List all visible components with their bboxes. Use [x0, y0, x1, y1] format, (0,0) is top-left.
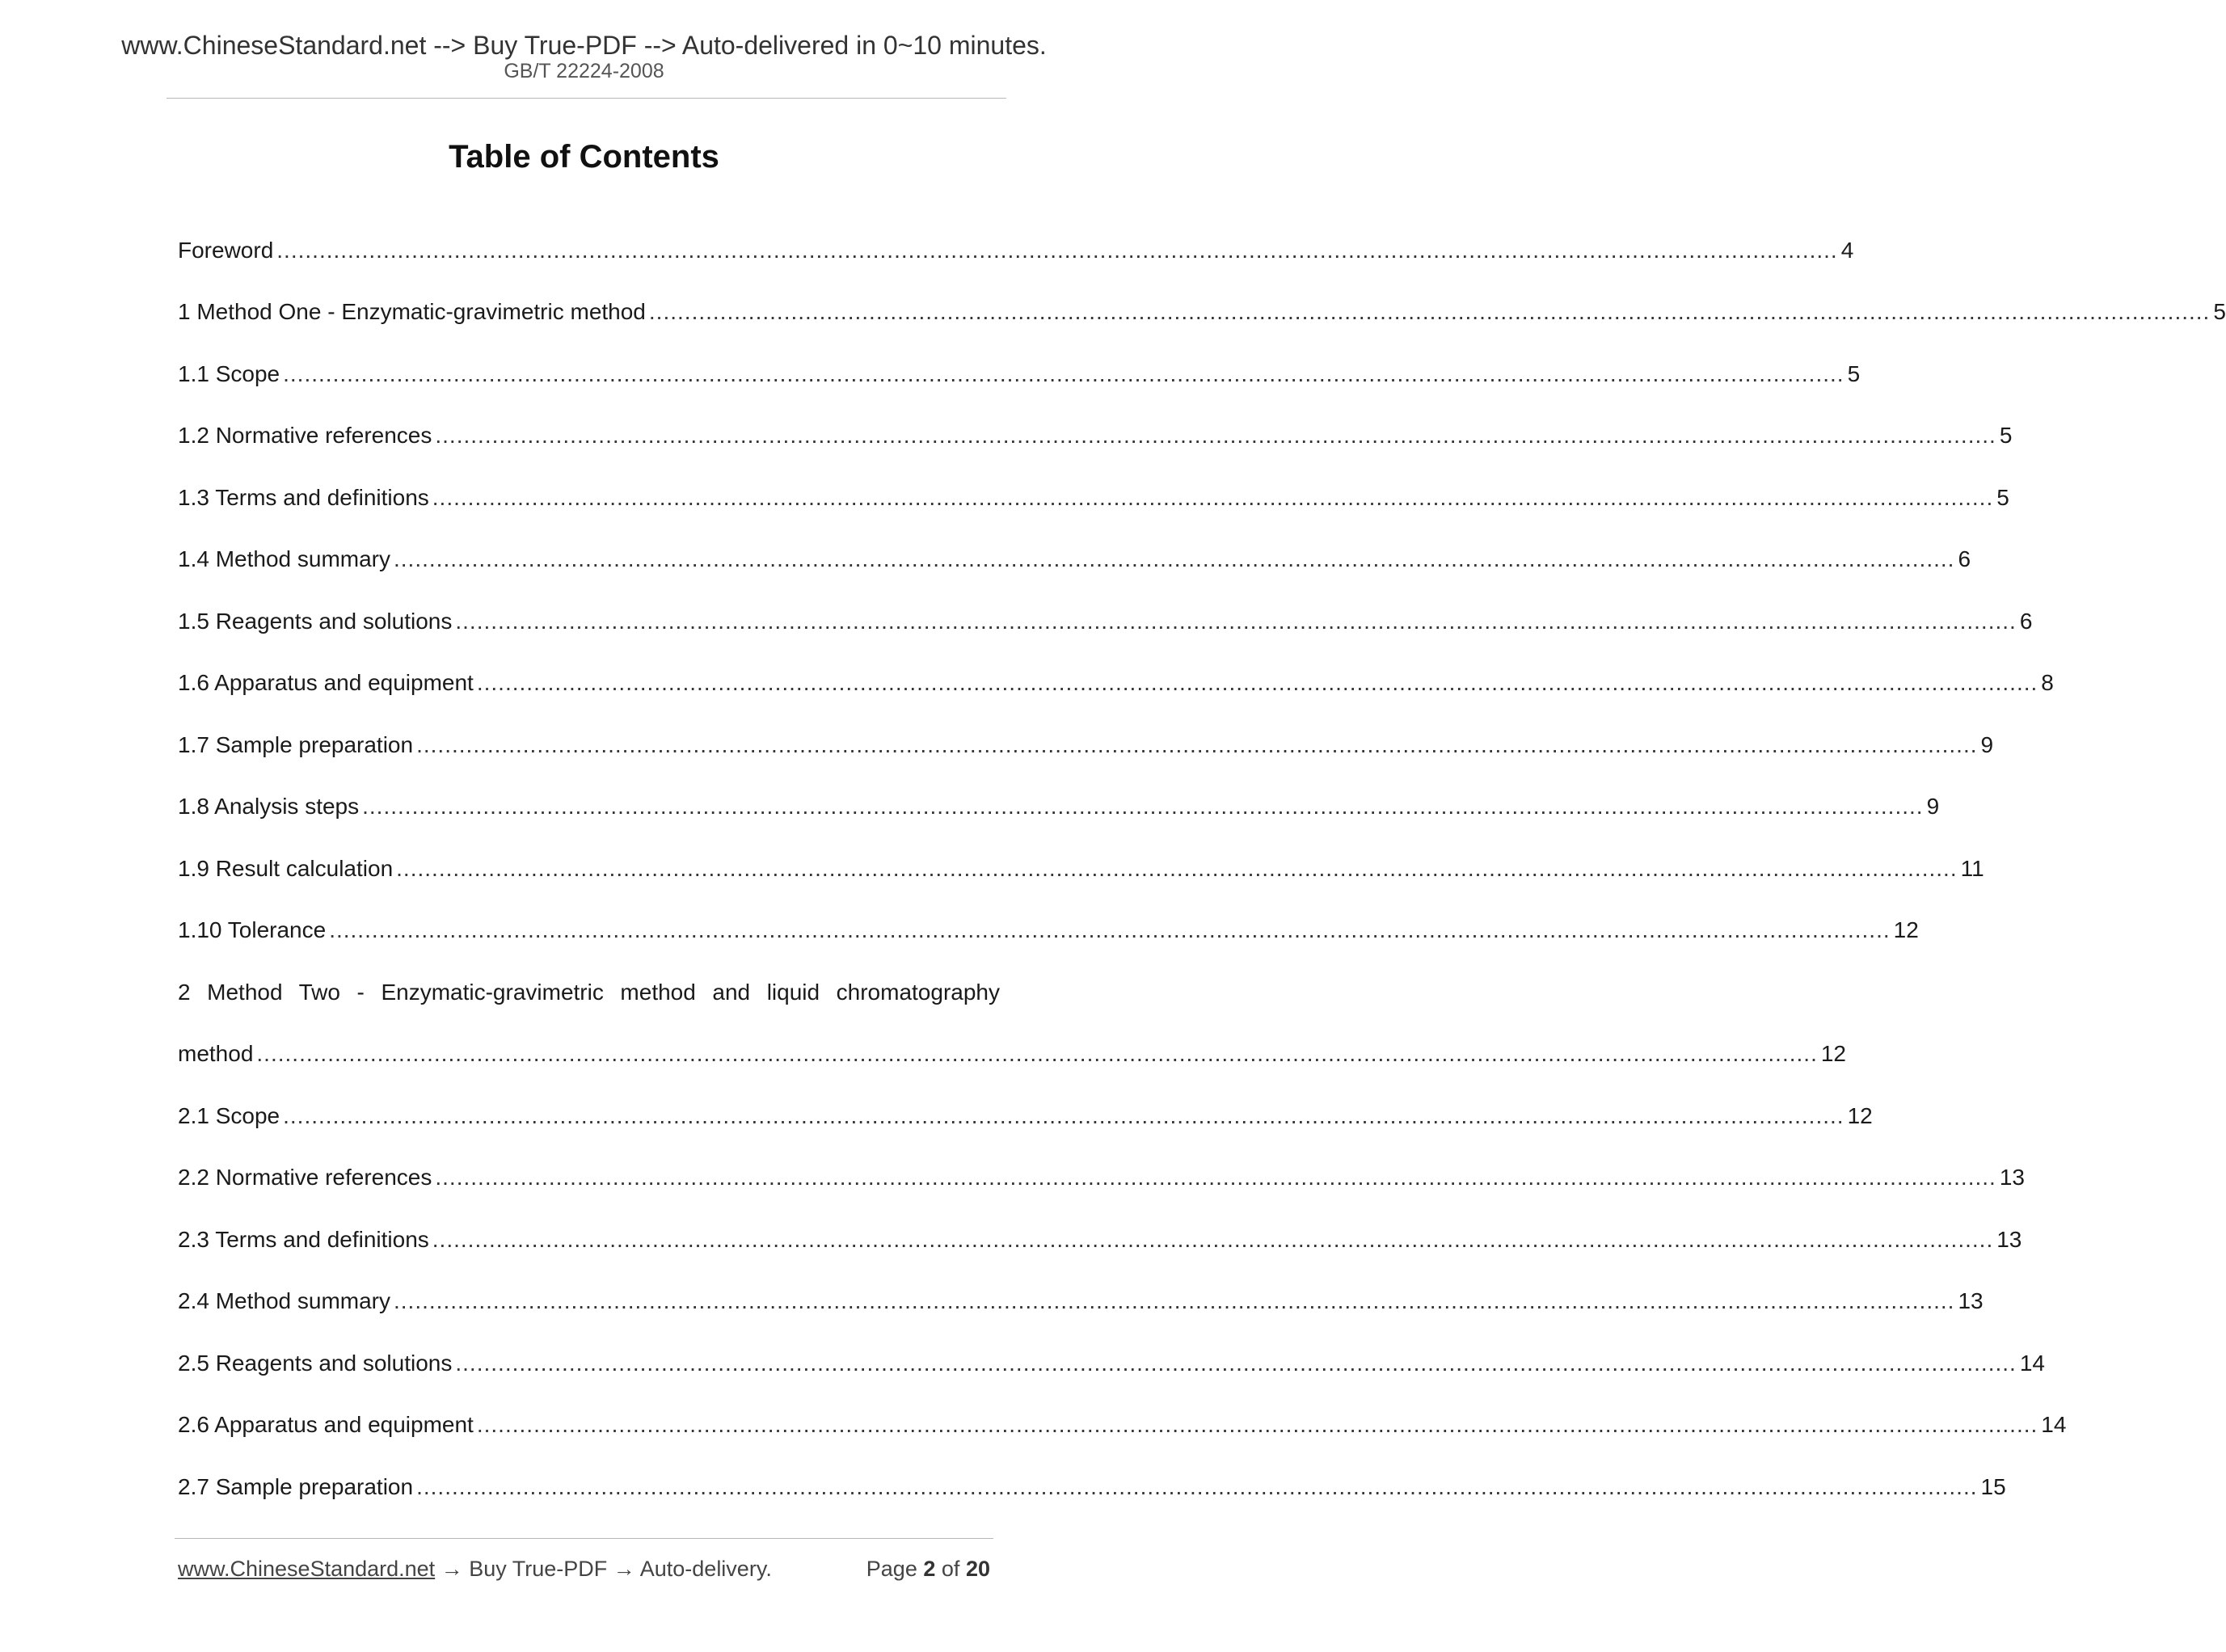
toc-entry-2-3[interactable]	[178, 1224, 2022, 1256]
footer-promo-text: → Buy True-PDF → Auto-delivery.	[435, 1557, 772, 1581]
toc-entry-text: 2.2 Normative references	[178, 1165, 432, 1190]
toc-entry-1-1[interactable]	[178, 358, 1861, 390]
page-label: Page	[866, 1557, 917, 1581]
toc-entry-page: 14	[2041, 1412, 2067, 1437]
toc-entry-text: 1.8 Analysis steps	[178, 794, 360, 819]
toc-entry-1-9[interactable]	[178, 853, 1984, 885]
toc-entry-text: 1.3 Terms and definitions	[178, 485, 429, 510]
toc-entry-page: 11	[1960, 856, 1984, 881]
toc-entry-text: 2.6 Apparatus and equipment	[178, 1412, 474, 1437]
toc-entry-text: 2.3 Terms and definitions	[178, 1227, 429, 1252]
toc-title: Table of Contents	[449, 139, 719, 175]
toc-entry-2-7[interactable]	[178, 1471, 2006, 1503]
toc-entry-page: 12	[1893, 917, 1919, 942]
toc-dot-leader: ............................................................................................................................................................................................................................	[455, 609, 2017, 634]
toc-entry-page: 8	[2041, 670, 2054, 695]
toc-dot-leader: ............................................................................................................................................................................................................................	[435, 423, 1996, 448]
toc-entry-1-2[interactable]	[178, 419, 2013, 452]
toc-entry-text: 2.5 Reagents and solutions	[178, 1351, 453, 1376]
toc-entry-text: 1.9 Result calculation	[178, 856, 394, 881]
footer-promo	[178, 1555, 772, 1582]
toc-entry-text: 1.1 Scope	[178, 361, 280, 386]
toc-entry-2-1[interactable]	[178, 1100, 1873, 1132]
toc-entry-text: 1.7 Sample preparation	[178, 732, 414, 757]
toc-entry-page: 13	[1996, 1227, 2022, 1252]
toc-entry-text: 1.2 Normative references	[178, 423, 432, 448]
toc-entry-page: 5	[1996, 485, 2009, 510]
page-indicator	[866, 1555, 990, 1582]
toc-dot-leader: ............................................................................................................................................................................................................................	[455, 1351, 2017, 1376]
toc-entry-1-5[interactable]	[178, 605, 2033, 638]
toc-dot-leader: ............................................................................................................................................................................................................................	[432, 1227, 1994, 1252]
toc-entry-text: 1.5 Reagents and solutions	[178, 609, 453, 634]
toc-dot-leader: ............................................................................................................................................................................................................................	[276, 238, 1838, 263]
footer-divider	[175, 1538, 993, 1539]
toc-entry-1-7[interactable]	[178, 729, 1994, 761]
document-code: GB/T 22224-2008	[504, 60, 664, 82]
toc-dot-leader: ............................................................................................................................................................................................................................	[394, 1288, 1955, 1313]
toc-entry-1-8[interactable]	[178, 790, 1940, 823]
toc-entry-page: 4	[1840, 238, 1854, 263]
footer-site-link[interactable]: www.ChineseStandard.net	[178, 1557, 436, 1581]
toc-entry-page: 9	[1980, 732, 1994, 757]
toc-entry-2-6[interactable]	[178, 1409, 2067, 1441]
toc-dot-leader: ............................................................................................................................................................................................................................	[476, 670, 2038, 695]
top-banner: www.ChineseStandard.net --> Buy True-PDF --> Auto-delivered in 0~10 minutes.	[121, 31, 1047, 60]
toc-entry-1-3[interactable]	[178, 482, 2009, 514]
toc-entry-1-10[interactable]	[178, 914, 1919, 946]
toc-entry-method-two[interactable]	[178, 1038, 1847, 1070]
toc-dot-leader: ............................................................................................................................................................................................................................	[329, 917, 1891, 942]
toc-entry-text: 1.6 Apparatus and equipment	[178, 670, 474, 695]
toc-entry-page: 13	[1999, 1165, 2025, 1190]
toc-dot-leader: ............................................................................................................................................................................................................................	[476, 1412, 2038, 1437]
toc-dot-leader: ............................................................................................................................................................................................................................	[416, 1474, 1978, 1499]
toc-entry-text: 1.4 Method summary	[178, 546, 390, 571]
toc-entry-page: 5	[2213, 299, 2226, 324]
toc-entry-page: 12	[1820, 1041, 1847, 1066]
toc-entry-page: 12	[1847, 1103, 1873, 1128]
toc-dot-leader: ............................................................................................................................................................................................................................	[416, 732, 1978, 757]
page-current: 2	[923, 1557, 936, 1581]
toc-entry-text: 1.10 Tolerance	[178, 917, 327, 942]
toc-dot-leader: ............................................................................................................................................................................................................................	[432, 485, 1994, 510]
toc-dot-leader: ............................................................................................................................................................................................................................	[396, 856, 1958, 881]
toc-entry-text: 2.4 Method summary	[178, 1288, 390, 1313]
toc-entry-page: 15	[1980, 1474, 2006, 1499]
toc-entry-2-2[interactable]	[178, 1161, 2025, 1194]
toc-entry-text: Foreword	[178, 238, 274, 263]
page-of-label: of	[941, 1557, 960, 1581]
toc-entry-page: 14	[2019, 1351, 2045, 1376]
page-total: 20	[965, 1557, 990, 1581]
toc-entry-page: 13	[1958, 1288, 1984, 1313]
toc-entry-method-two-line1[interactable]: 2 Method Two - Enzymatic-gravimetric method and liquid chromatography	[178, 980, 1000, 1005]
toc-dot-leader: ............................................................................................................................................................................................................................	[435, 1165, 1996, 1190]
toc-entry-page: 6	[1958, 546, 1971, 571]
toc-dot-leader: ............................................................................................................................................................................................................................	[394, 546, 1955, 571]
toc-entry-page: 5	[1847, 361, 1861, 386]
toc-dot-leader: ............................................................................................................................................................................................................................	[256, 1041, 1818, 1066]
toc-dot-leader: ............................................................................................................................................................................................................................	[283, 361, 1844, 386]
toc-dot-leader: ............................................................................................................................................................................................................................	[283, 1103, 1844, 1128]
toc-entry-page: 6	[2019, 609, 2033, 634]
toc-entry-method-one[interactable]	[178, 296, 2226, 328]
toc-entry-page: 5	[1999, 423, 2013, 448]
toc-entry-text: 2.1 Scope	[178, 1103, 280, 1128]
toc-dot-leader: ............................................................................................................................................................................................................................	[648, 299, 2211, 324]
toc-entry-foreword[interactable]	[178, 234, 1854, 267]
toc-entry-1-4[interactable]	[178, 543, 1971, 575]
toc-entry-text: 1 Method One - Enzymatic-gravimetric method	[178, 299, 646, 324]
toc-entry-page: 9	[1926, 794, 1940, 819]
toc-entry-text: method	[178, 1041, 254, 1066]
toc-entry-2-5[interactable]	[178, 1347, 2045, 1380]
toc-entry-text: 2.7 Sample preparation	[178, 1474, 414, 1499]
toc-dot-leader: ............................................................................................................................................................................................................................	[362, 794, 1924, 819]
toc-entry-1-6[interactable]	[178, 667, 2054, 699]
toc-entry-2-4[interactable]	[178, 1285, 1984, 1317]
header-divider	[167, 98, 1006, 99]
